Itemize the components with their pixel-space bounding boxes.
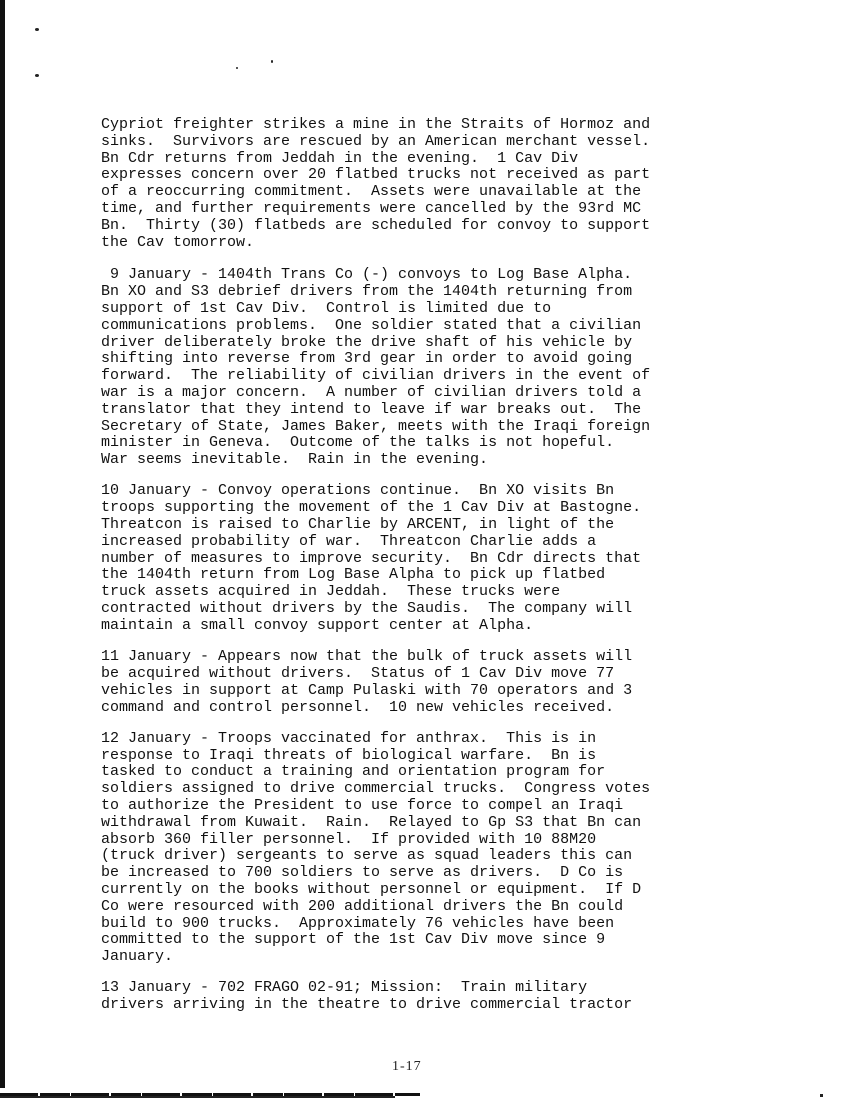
document-body xyxy=(101,117,741,1014)
scan-speck xyxy=(35,28,39,31)
scan-top-mark xyxy=(0,0,2,4)
paragraph-9-january: 9 January - 1404th Trans Co (-) convoys to Log Base Alpha. Bn XO and S3 debrief drivers from the 1404th returning from support of 1st Cav Div. Control is limited due to communications problems. One soldier stated that a civilian driver deliberately broke the drive shaft of his vehicle by shifting into reverse from 3rd gear in order to avoid going forward. The reliability of civilian drivers in the event of war is a major concern. A number of civilian drivers told a translator that they intend to leave if war breaks out. The Secretary of State, James Baker, meets with the Iraqi foreign minister in Geneva. Outcome of the talks is not hopeful. War seems inevitable. Rain in the evening. xyxy=(101,266,651,469)
scan-speck xyxy=(35,74,39,77)
scan-speck xyxy=(271,60,273,63)
paragraph-12-january: 12 January - Troops vaccinated for anthrax. This is in response to Iraqi threats of biological warfare. Bn is tasked to conduct a training and orientation program for soldiers assigned to drive commercial trucks. Congress votes to authorize the President to use force to compel an Iraqi withdrawal from Kuwait. Rain. Relayed to Gp S3 that Bn can absorb 360 filler personnel. If provided with 10 88M20 (truck driver) sergeants to serve as squad leaders this can be increased to 700 soldiers to serve as drivers. D Co is currently on the books without personnel or equipment. If D Co were resourced with 200 additional drivers the Bn could build to 900 trucks. Approximately 76 vehicles have been committed to the support of the 1st Cav Div move since 9 January. xyxy=(101,729,651,966)
paragraph-10-january: 10 January - Convoy operations continue. Bn XO visits Bn troops supporting the movement of the 1 Cav Div at Bastogne. Threatcon is raised to Charlie by ARCENT, in light of the increased probability of war. Threatcon Charlie adds a number of measures to improve security. Bn Cdr directs that the 1404th return from Log Base Alpha to pick up flatbed truck assets acquired in Jeddah. These trucks were contracted without drivers by the Saudis. The company will maintain a small convoy support center at Alpha. xyxy=(101,482,642,634)
paragraph-13-january: 13 January - 702 FRAGO 02-91; Mission: Train military drivers arriving in the theatre to drive commercial tractor xyxy=(101,979,633,1014)
scan-corner-mark xyxy=(820,1094,823,1097)
paragraph-11-january: 11 January - Appears now that the bulk of truck assets will be acquired without drivers. Status of 1 Cav Div move 77 vehicles in support at Camp Pulaski with 70 operators and 3 command and control personnel. 10 new vehicles received. xyxy=(101,648,633,716)
scan-left-border xyxy=(0,0,5,1088)
scan-bottom-edge-line xyxy=(0,1096,395,1098)
paragraph-hormoz-freighter: Cypriot freighter strikes a mine in the Straits of Hormoz and sinks. Survivors are rescued by an American merchant vessel. Bn Cdr returns from Jeddah in the evening. 1 Cav Div expresses concern over 20 flatbed trucks not received as part of a reoccurring commitment. Assets were unavailable at the time, and further requirements were cancelled by the 93rd MC Bn. Thirty (30) flatbeds are scheduled for convoy to support the Cav tomorrow. xyxy=(101,116,651,251)
page-number: 1-17 xyxy=(392,1059,422,1074)
scan-speck xyxy=(236,67,238,69)
